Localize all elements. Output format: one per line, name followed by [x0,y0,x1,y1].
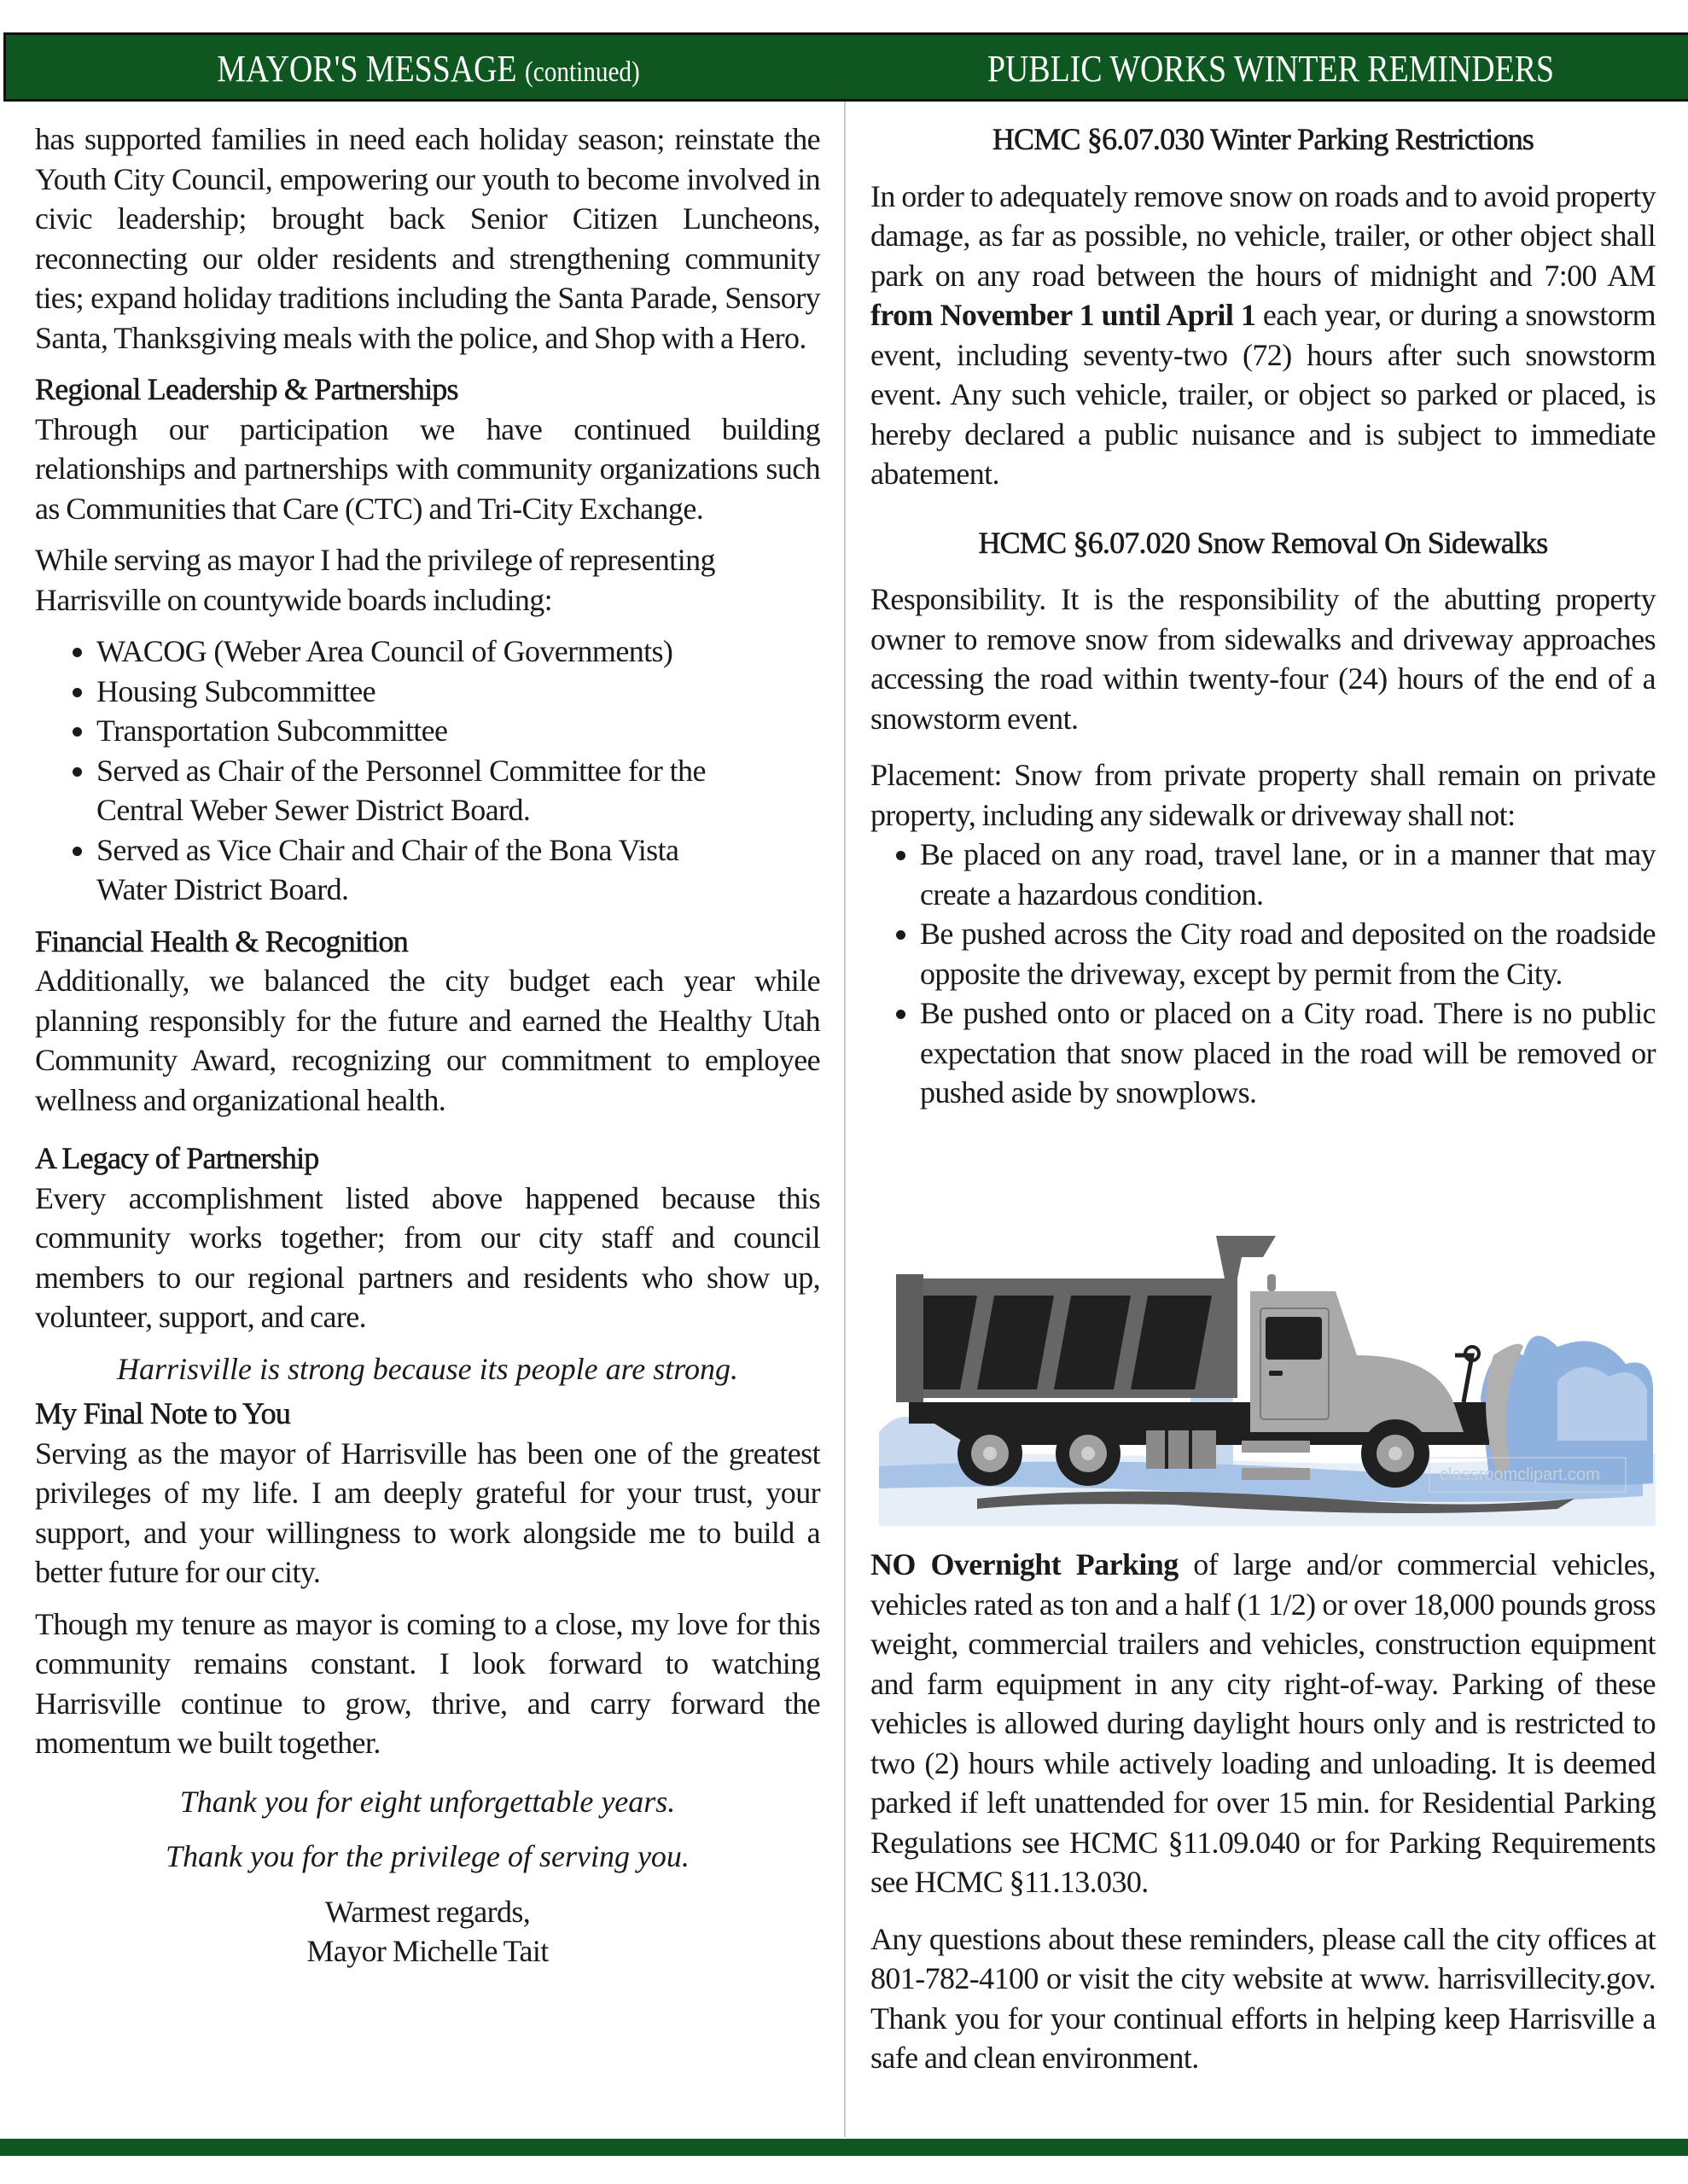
final-note-paragraph-2: Though my tenure as mayor is coming to a close, my love for this community remains constant. I look forward to watching Harrisville continue to grow, thrive, and carry forward the momentum we built together. [35,1606,820,1760]
intro-paragraph: has supported families in need each holiday season; reinstate the Youth City Council, empowering our youth to become involved in civic leadership; brought back Senior Citizen Luncheons, reconnecting our older residents and strengthening community ties; expand holiday traditions including the Santa Parade, Sensory Santa, Thanksgiving meals with the police, and Shop with a Hero. [35,122,820,355]
list-item: • Be pushed onto or placed on a City road. There is no public expectation that snow placed in the road will be removed or pushed aside by snowplows. [920,993,1656,1113]
winter-parking-heading: HCMC §6.07.030 Winter Parking Restrictions [992,122,1534,156]
legacy-paragraph: Every accomplishment listed above happened because this community works together; from our city staff and council members to our regional partners and residents who show up, volunteer, support, and care. [35,1180,820,1334]
responsibility-paragraph: Responsibility. It is the responsibility of the abutting property owner to remove snow from sidewalks and driveway approaches accessing the road within twenty-four (24) hours of the end of a snowstorm event. [870,582,1656,736]
section-header-band [3,32,1688,102]
thank-you-line-2: Thank you for the privilege of serving you. [166,1839,690,1873]
mayor-signature: Mayor Michelle Tait [306,1934,549,1968]
mayors-message-title-text: MAYOR'S MESSAGE [217,48,517,90]
financial-health-heading: Financial Health & Recognition [35,923,408,958]
fuel-tank [1146,1430,1216,1469]
plow-spray-light [1557,1367,1647,1441]
boards-list [35,632,820,910]
placement-rules-list [870,835,1656,1113]
public-works-column [870,119,1656,1113]
parking-dates-emphasis: from November 1 until April 1 [870,298,1256,332]
column-divider [844,102,846,2137]
sidewalk-heading: HCMC §6.07.020 Snow Removal On Sidewalks [978,525,1548,560]
overnight-parking-paragraph [870,1545,1656,1902]
placement-paragraph: Placement: Snow from private property shall remain on private property, including any sidewalk or driveway shall not: [870,758,1656,832]
thank-you-line-1: Thank you for eight unforgettable years. [179,1784,676,1819]
overnight-parking-text: of large and/or commercial vehicles, vehicles rated as ton and a half (1 1/2) or over 18,000 pounds gross weight, commercial trailers and vehicles, construction equipment and farm equipment in any city right-of-way. Parking of these vehicles is allowed during daylight hours only and is restricted to two (2) hours while actively loading and unloading. It is deemed parked if left unattended for over 15 min. for Residential Parking Regulations see HCMC §11.09.040 or for Parking Requirements see HCMC §11.13.030. [870,1547,1656,1899]
list-item: • Transportation Subcommittee [96,711,820,751]
regional-leadership-heading: Regional Leadership & Partnerships [35,372,458,406]
financial-health-paragraph: Additionally, we balanced the city budget each year while planning responsibly for the future and earned the Healthy Utah Community Award, recognizing our commitment to employee wellness and organizational health. [35,964,820,1117]
contact-paragraph: Any questions about these reminders, please call the city offices at 801-782-4100 or visit the city website at www. harrisvillecity.gov. Thank you for your continual efforts in helping keep Harrisville a safe and clean environment. [870,1921,1656,2075]
door-handle [1269,1371,1283,1376]
winter-parking-text: In order to adequately remove snow on roads and to avoid property damage, as far as possible, no vehicle, trailer, or other object shall park on any road between the hours of midnight and 7:00 AM [870,178,1656,293]
cab-window [1266,1317,1322,1360]
mayors-message-title [65,35,791,99]
list-item: • Be pushed across the City road and deposited on the roadside opposite the driveway, except by permit from the City. [920,914,1656,993]
step [1242,1441,1310,1453]
footer-bar [0,2139,1688,2156]
winter-parking-paragraph [870,177,1656,494]
regional-leadership-paragraph: Through our participation we have continued building relationships and partnerships with community organizations such as Communities that Care (CTC) and Tri-City Exchange. [35,411,820,526]
public-works-title: PUBLIC WORKS WINTER REMINDERS [987,48,1555,90]
legacy-quote: Harrisville is strong because its people are strong. [117,1351,738,1386]
mayors-message-column [35,119,820,1971]
list-item: • Served as Chair of the Personnel Committee for the Central Weber Sewer District Board. [96,751,820,830]
wheel-rear-2 [1056,1421,1120,1486]
snowplow-truck-illustration [875,1227,1656,1526]
watermark-text: classroomclipart.com [1440,1465,1600,1484]
beacon-light [1267,1274,1276,1291]
final-note-paragraph-1: Serving as the mayor of Harrisville has been one of the greatest privileges of my life. I am deeply grateful for your trust, your support, and your willingness to work alongside me to build a better future for our city. [35,1436,820,1589]
wheel-front [1361,1419,1429,1488]
wheel-rear-1 [958,1421,1022,1486]
final-note-heading: My Final Note to You [35,1396,291,1430]
boards-intro-paragraph: While serving as mayor I had the privilege of representing Harrisville on countywide boards including: [35,543,715,617]
closing-salutation: Warmest regards, [324,1894,531,1929]
overnight-parking-emphasis: NO Overnight Parking [870,1547,1179,1581]
list-item: • Be placed on any road, travel lane, or in a manner that may create a hazardous condition. [920,835,1656,914]
legacy-heading: A Legacy of Partnership [35,1141,319,1175]
list-item: • Served as Vice Chair and Chair of the Bona Vista Water District Board. [96,830,820,910]
winter-parking-text-cont: each year, or during a snowstorm event, including seventy-two (72) hours after such snowstorm event. Any such vehicle, trailer, or object so parked or placed, is hereby declared a public nuisance and is subject to immediate abatement. [870,298,1656,491]
public-works-lower [870,1545,1656,2078]
list-item: • WACOG (Weber Area Council of Governments) [96,632,820,672]
list-item: • Housing Subcommittee [96,672,820,712]
continued-label: (continued) [525,56,640,88]
